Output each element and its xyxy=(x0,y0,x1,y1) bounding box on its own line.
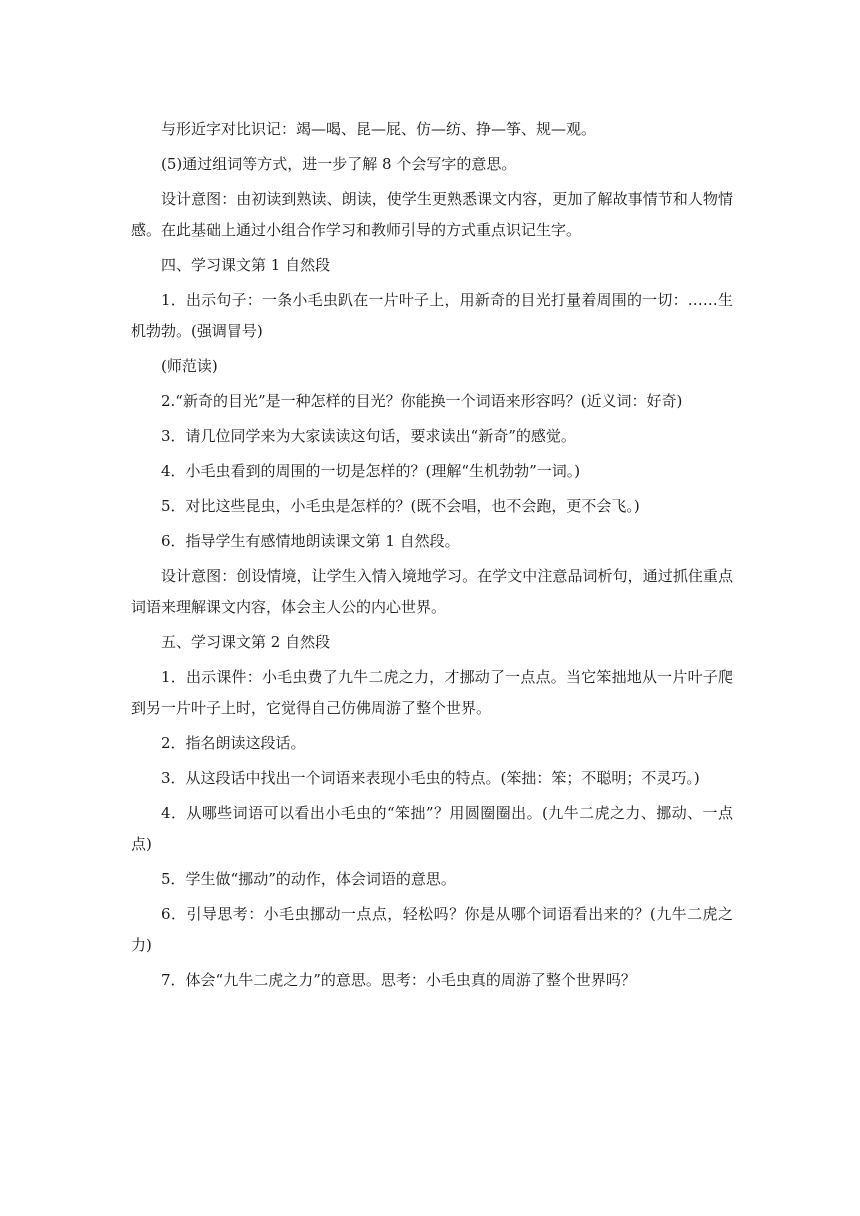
paragraph-step-4: 4．小毛虫看到的周围的一切是怎样的？(理解“生机勃勃”一词。) xyxy=(161,462,581,480)
paragraph-step-6: 6．指导学生有感情地朗读课文第 1 自然段。 xyxy=(161,532,460,550)
paragraph-s5-step-1: 1．出示课件：小毛虫费了九牛二虎之力，才挪动了一点点。当它笨拙地从一片叶子爬到另一片叶子上时，它觉得自己仿佛周游了整个世界。 xyxy=(131,668,733,717)
paragraph-word-meaning: (5)通过组词等方式，进一步了解 8 个会写字的意思。 xyxy=(161,155,517,173)
paragraph-teacher-reads: (师范读) xyxy=(161,357,218,375)
paragraph-step-1: 1．出示句子：一条小毛虫趴在一片叶子上，用新奇的目光打量着周围的一切：……生机勃勃。(强调冒号) xyxy=(131,291,733,340)
document-page xyxy=(131,114,733,1000)
paragraph-s5-step-7: 7．体会“九牛二虎之力”的意思。思考：小毛虫真的周游了整个世界吗？ xyxy=(161,971,636,989)
paragraph-s5-step-5: 5．学生做“挪动”的动作，体会词语的意思。 xyxy=(161,870,456,888)
paragraph-design-intent-1: 设计意图：由初读到熟读、朗读，使学生更熟悉课文内容，更加了解故事情节和人物情感。在此基础上通过小组合作学习和教师引导的方式重点识记生字。 xyxy=(131,190,733,239)
section-heading-4: 四、学习课文第 1 自然段 xyxy=(161,256,331,274)
paragraph-s5-step-3: 3．从这段话中找出一个词语来表现小毛虫的特点。(笨拙：笨；不聪明；不灵巧。) xyxy=(161,769,700,787)
section-heading-5: 五、学习课文第 2 自然段 xyxy=(161,633,331,651)
paragraph-step-5: 5．对比这些昆虫，小毛虫是怎样的？(既不会唱，也不会跑，更不会飞。) xyxy=(161,497,640,515)
paragraph-step-3: 3．请几位同学来为大家读读这句话，要求读出“新奇”的感觉。 xyxy=(161,427,576,445)
paragraph-similar-characters: 与形近字对比识记：竭—喝、昆—屁、仿—纺、挣—筝、规—观。 xyxy=(161,120,597,138)
paragraph-design-intent-2: 设计意图：创设情境，让学生入情入境地学习。在学文中注意品词析句，通过抓住重点词语来理解课文内容，体会主人公的内心世界。 xyxy=(131,567,733,616)
paragraph-s5-step-6: 6．引导思考：小毛虫挪动一点点，轻松吗？你是从哪个词语看出来的？(九牛二虎之力) xyxy=(131,905,733,954)
paragraph-s5-step-2: 2．指名朗读这段话。 xyxy=(161,734,306,752)
paragraph-s5-step-4: 4．从哪些词语可以看出小毛虫的“笨拙”？用圆圈圈出。(九牛二虎之力、挪动、一点点) xyxy=(131,804,733,853)
paragraph-step-2: 2.“新奇的目光”是一种怎样的目光？你能换一个词语来形容吗？(近义词：好奇) xyxy=(161,392,683,410)
